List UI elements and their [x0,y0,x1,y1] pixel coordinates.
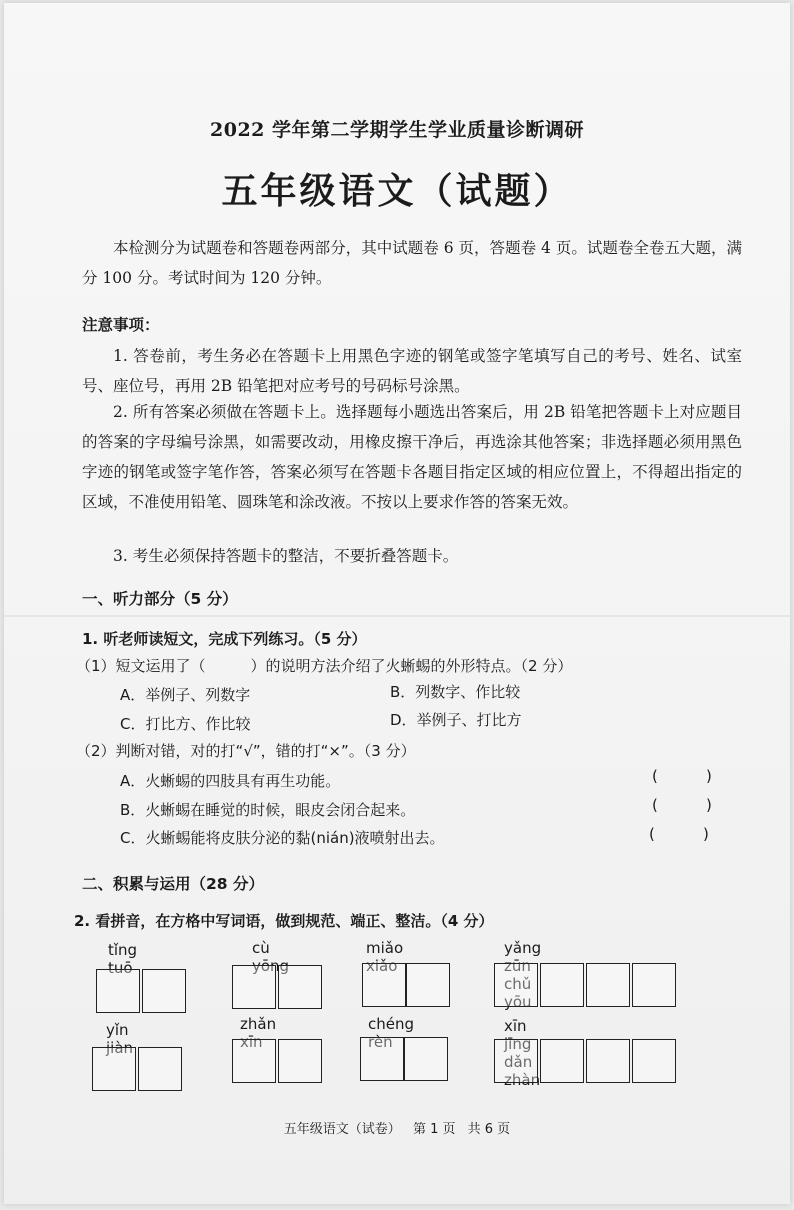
writing-box[interactable] [278,965,322,1009]
pinyin-label: tǐng tuō [108,941,138,977]
footer-subject: 五年级语文（试卷） [283,1122,401,1137]
section-1-heading: 一、听力部分（5 分） [82,590,238,608]
writing-box[interactable] [232,965,276,1009]
writing-box[interactable] [586,1039,630,1083]
question-1-stem: 1. 听老师读短文，完成下列练习。（5 分） [82,630,367,648]
pinyin-label: miǎo xiǎo [366,939,404,975]
pinyin-label: yǐn jiàn [106,1021,134,1057]
question-1-1-stem: （1）短文运用了（ ）的说明方法介绍了火蜥蜴的外形特点。（2 分） [76,657,573,675]
pinyin-label: chéng rèn [368,1015,415,1051]
writing-box[interactable] [586,963,630,1007]
writing-box[interactable] [540,1039,584,1083]
writing-box[interactable] [632,963,676,1007]
paren-close: ) [706,796,712,814]
option-d: D．举例子、打比方 [390,711,522,729]
writing-box[interactable] [404,1037,448,1081]
exam-title: 五年级语文（试题） [221,170,573,212]
judge-item-b: B．火蜥蜴在睡觉的时候，眼皮会闭合起来。 [120,801,416,819]
writing-box[interactable] [362,963,406,1007]
footer-page-number: 第 1 页 [412,1122,456,1137]
notice-item-1: 1. 答卷前，考生务必在答题卡上用黑色字迹的钢笔或签字笔填写自己的考号、姓名、试室号、座位号，再用 2B 铅笔把对应考号的号码标号涂黑。 [82,347,742,395]
writing-box[interactable] [92,1047,136,1091]
writing-box[interactable] [232,1039,276,1083]
paren-open: ( [652,796,658,814]
writing-box[interactable] [138,1047,182,1091]
writing-box[interactable] [278,1039,322,1083]
writing-box[interactable] [494,1039,538,1083]
pinyin-label: xīn jīng dǎn zhàn [504,1017,541,1089]
option-b: B．列数字、作比较 [390,683,521,701]
paren-open: ( [652,767,658,785]
notice-item-3: 3. 考生必须保持答题卡的整洁，不要折叠答题卡。 [113,547,459,565]
paren-close: ) [703,825,709,843]
writing-box[interactable] [142,969,186,1013]
paren-open: ( [649,825,655,843]
paren-close: ) [706,767,712,785]
page-footer [4,1118,790,1137]
section-2-heading: 二、积累与运用（28 分） [82,875,264,893]
exam-subtitle: 2022 学年第二学期学生学业质量诊断调研 [210,119,584,141]
exam-page [4,3,790,1204]
notice-heading: 注意事项： [82,315,160,334]
option-a: A．举例子、列数字 [120,686,251,704]
pinyin-label: cù yōng [252,939,290,975]
writing-box[interactable] [406,963,450,1007]
paper-fold-crease [4,615,790,617]
intro-paragraph: 本检测分为试题卷和答题卷两部分，其中试题卷 6 页，答题卷 4 页。试题卷全卷五大题，满分 100 分。考试时间为 120 分钟。 [82,239,742,287]
writing-box[interactable] [632,1039,676,1083]
writing-box[interactable] [360,1037,404,1081]
question-2-stem: 2. 看拼音，在方格中写词语，做到规范、端正、整洁。（4 分） [74,912,494,930]
pinyin-label: zhǎn xīn [240,1015,277,1051]
writing-box[interactable] [96,969,140,1013]
footer-total-pages: 共 6 页 [467,1122,511,1137]
writing-box[interactable] [494,963,538,1007]
question-1-2-stem: （2）判断对错，对的打“√”，错的打“×”。（3 分） [76,742,416,760]
pinyin-label: yǎng zūn chǔ yōu [504,939,542,1011]
notice-item-2: 2. 所有答案必须做在答题卡上。选择题每小题选出答案后，用 2B 铅笔把答题卡上对应题目的答案的字母编号涂黑，如需要改动，用橡皮擦干净后，再选涂其他答案；非选择题必须用黑色字迹的钢笔或签字笔作答，答案必须写在答题卡各题目指定区域的相应位置上，不得超出指定的区域，不准使用铅笔、圆珠笔和涂改液。不按以上要求作答的答案无效。 [82,403,742,511]
judge-item-c: C．火蜥蜴能将皮肤分泌的黏(nián)液喷射出去。 [120,829,445,847]
writing-box[interactable] [540,963,584,1007]
option-c: C．打比方、作比较 [120,715,251,733]
judge-item-a: A．火蜥蜴的四肢具有再生功能。 [120,772,341,790]
